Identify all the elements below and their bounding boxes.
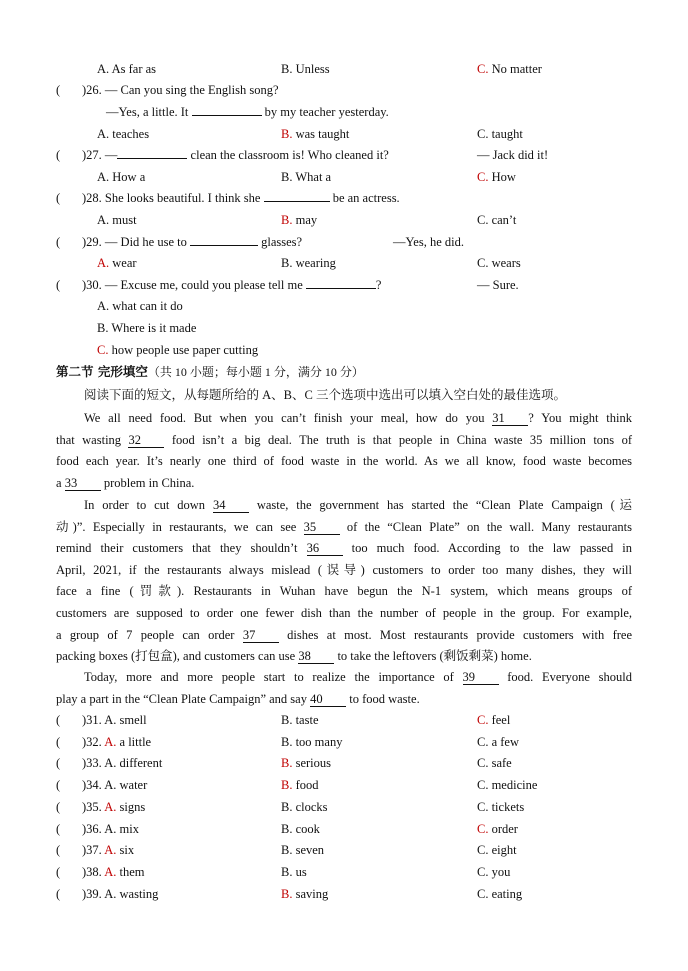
passage-text: waste, the government has started the “Clean Plate Campaign (运: [248, 498, 632, 512]
option-c: [477, 841, 517, 859]
option-paren: [56, 863, 60, 881]
answer-blank: [264, 189, 330, 202]
option-text: B. us: [281, 864, 307, 879]
answer-blank: [190, 233, 258, 246]
option-text: )32.: [82, 734, 102, 749]
option-b: [281, 776, 319, 794]
q29-text: )29. — Did he use to: [82, 235, 187, 249]
answer-letter: A.: [104, 864, 117, 879]
option-text: (: [56, 734, 61, 749]
option-a: [82, 754, 162, 772]
option-text: (: [56, 756, 61, 771]
q30-text: ?: [375, 278, 382, 292]
passage-text: remind their customers that they shouldn’t: [56, 541, 307, 556]
section-instruction: 阅读下面的短文，从每题所给的 A、B、C 三个选项中选出可以填入空白处的最佳选项。: [84, 388, 566, 402]
passage-paragraph-3: [56, 667, 632, 710]
q29-option-a: [97, 254, 137, 272]
q28-option-b: [281, 211, 317, 229]
q30-text: )30. — Excuse me, could you please tell me: [82, 278, 303, 292]
q29-option-b: B. wearing: [281, 256, 336, 270]
option-text: a little: [116, 734, 152, 749]
option-a: [82, 863, 145, 881]
q28-option-a: A. must: [97, 213, 137, 227]
option-text: B. too many: [281, 734, 343, 749]
option-b: [281, 733, 342, 751]
q30-option-c: [97, 341, 258, 359]
blank-number: 31: [492, 411, 528, 426]
option-text: C. eight: [477, 843, 517, 858]
option-b: [281, 841, 324, 859]
answer-blank: [306, 276, 376, 289]
q27-paren: (: [56, 148, 61, 162]
option-text: (: [56, 713, 61, 727]
q29-paren: (: [56, 235, 61, 249]
q26-option-a: A. teaches: [97, 127, 150, 141]
q27-question: [82, 146, 389, 164]
q25-option-c: [477, 60, 542, 78]
option-c: [477, 776, 537, 794]
option-c: [477, 711, 510, 729]
q30-option-b: B. Where is it made: [97, 321, 197, 335]
passage-text: 动)”. Especially in restaurants, we can see: [56, 519, 304, 534]
option-text: wear: [109, 256, 137, 270]
answer-letter: C.: [477, 713, 489, 727]
passage-line: [56, 646, 632, 668]
q26-text: —Yes, a little. It: [106, 105, 189, 119]
answer-letter: B.: [281, 756, 293, 771]
passage-text: that wasting: [56, 432, 129, 447]
passage-text: customers are supposed to order one fewer dish than the number of people in the group. For example,: [56, 605, 632, 620]
option-text: No matter: [488, 62, 542, 76]
option-text: B. taste: [281, 713, 319, 727]
option-text: signs: [116, 799, 146, 814]
option-paren: [56, 711, 60, 729]
option-text: them: [116, 864, 145, 879]
option-paren: [56, 776, 60, 794]
section-heading: [56, 363, 364, 381]
option-text: (: [56, 821, 61, 836]
passage-line: [56, 581, 632, 603]
passage-text: a group of 7 people can order: [56, 627, 243, 642]
option-text: )37.: [82, 843, 102, 858]
option-paren: [56, 798, 60, 816]
q29-text: glasses?: [261, 235, 303, 249]
q26-text: by my teacher yesterday.: [264, 105, 389, 119]
q28-text: )28. She looks beautiful. I think she: [82, 191, 261, 205]
q28-paren: (: [56, 191, 61, 205]
answer-blank: [117, 146, 187, 159]
q26-option-b: [281, 125, 349, 143]
passage-line: [56, 517, 632, 539]
passage-text: Today, more and more people start to realize the importance of: [84, 670, 463, 684]
answer-letter: A.: [104, 843, 117, 858]
option-c: [477, 820, 518, 838]
answer-letter: C.: [477, 821, 489, 836]
answer-letter: C.: [477, 62, 489, 76]
passage-text: too much food. According to the law passed in: [342, 541, 632, 556]
answer-letter: B.: [281, 778, 293, 793]
answer-letter: C.: [97, 343, 109, 357]
option-text: How: [488, 170, 516, 184]
passage-line: [56, 560, 632, 582]
option-text: )34. A. water: [82, 778, 148, 793]
option-text: six: [116, 843, 135, 858]
passage-line: [56, 495, 632, 517]
passage-line: [56, 473, 632, 495]
passage-line: [56, 430, 632, 452]
option-text: C. tickets: [477, 799, 525, 814]
option-text: order: [488, 821, 518, 836]
answer-letter: A.: [104, 734, 117, 749]
option-c: [477, 885, 522, 903]
option-text: C. a few: [477, 734, 519, 749]
q29-option-c: C. wears: [477, 256, 521, 270]
passage-text: In order to cut down: [84, 498, 213, 512]
option-text: )36. A. mix: [82, 821, 139, 836]
option-paren: [56, 733, 60, 751]
option-text: (: [56, 864, 61, 879]
q25-option-a: A. As far as: [97, 62, 157, 76]
option-text: saving: [292, 886, 329, 901]
q26-option-c: C. taught: [477, 127, 523, 141]
option-text: B. cook: [281, 821, 320, 836]
passage-line: [56, 689, 632, 711]
blank-number: 39: [463, 670, 499, 685]
passage-text: of the “Clean Plate” on the wall. Many restaurants: [339, 519, 632, 534]
passage-line: [56, 408, 632, 430]
option-text: C. eating: [477, 886, 523, 901]
option-a: [82, 733, 151, 751]
passage-text: play a part in the “Clean Plate Campaign” and say: [56, 691, 311, 706]
option-text: (: [56, 886, 61, 901]
q27-text: clean the classroom is! Who cleaned it?: [190, 148, 389, 162]
answer-letter: C.: [477, 170, 489, 184]
passage-line: [56, 603, 632, 625]
option-b: [281, 820, 320, 838]
q26-paren: (: [56, 83, 61, 97]
q28-text: be an actress.: [332, 191, 400, 205]
passage-text: ? You might think: [528, 411, 632, 425]
option-a: [82, 798, 145, 816]
option-text: )39. A. wasting: [82, 886, 159, 901]
option-paren: [56, 754, 60, 772]
passage-text: face a fine (罚款). Restaurants in Wuhan have begun the N-1 system, which means groups of: [56, 584, 632, 599]
option-text: C. medicine: [477, 778, 538, 793]
blank-number: 34: [213, 498, 249, 513]
option-text: (: [56, 778, 61, 793]
option-paren: [56, 885, 60, 903]
passage-line: [56, 667, 632, 689]
q30-option-a: A. what can it do: [97, 299, 183, 313]
passage-text: April, 2021, if the restaurants always mislead (误导) customers to order too many dishes, they will: [56, 562, 632, 577]
passage-line: [56, 538, 632, 560]
q25-option-b: B. Unless: [281, 62, 330, 76]
option-text: feel: [488, 713, 511, 727]
passage-line: [56, 625, 632, 647]
q27-option-b: B. What a: [281, 170, 332, 184]
passage-text: problem in China.: [100, 475, 195, 490]
passage-text: food isn’t a big deal. The truth is that people in China waste 35 million tons of: [164, 432, 632, 447]
blank-number: 35: [304, 520, 340, 535]
q30-reply: — Sure.: [477, 278, 519, 292]
q28-question: [82, 189, 400, 207]
option-text: )31. A. smell: [82, 713, 147, 727]
blank-number: 40: [310, 692, 346, 707]
section-note: （共 10 小题；每小题 1 分，满分 10 分）: [147, 365, 364, 379]
option-text: how people use paper cutting: [108, 343, 259, 357]
option-a: [82, 711, 147, 729]
answer-blank: [192, 103, 262, 116]
q27-option-c: [477, 168, 516, 186]
option-c: [477, 733, 519, 751]
q26-question: )26. — Can you sing the English song?: [82, 83, 279, 97]
option-text: B. seven: [281, 843, 325, 858]
q27-option-a: A. How a: [97, 170, 146, 184]
option-b: [281, 754, 331, 772]
option-b: [281, 885, 328, 903]
passage-text: dishes at most. Most restaurants provide customers with free: [278, 627, 632, 642]
blank-number: 33: [65, 476, 101, 491]
q26-line2: [106, 103, 389, 121]
option-paren: [56, 820, 60, 838]
option-text: C. you: [477, 864, 511, 879]
q29-question: [82, 233, 302, 251]
option-text: )33. A. different: [82, 756, 163, 771]
option-text: was taught: [292, 127, 350, 141]
passage-paragraph-2: [56, 495, 632, 668]
blank-number: 36: [307, 541, 343, 556]
passage-text: We all need food. But when you can’t finish your meal, how do you: [84, 411, 493, 425]
passage-text: to food waste.: [346, 691, 420, 706]
option-a: [82, 776, 147, 794]
option-a: [82, 841, 134, 859]
option-text: food: [292, 778, 319, 793]
option-text: (: [56, 843, 61, 858]
answer-letter: B.: [281, 886, 293, 901]
option-text: (: [56, 799, 61, 814]
q27-text: )27. —: [82, 148, 118, 162]
option-text: B. clocks: [281, 799, 328, 814]
passage-text: food each year. It’s nearly one third of food waste in the world. As we all know, food waste becomes: [56, 454, 632, 469]
blank-number: 37: [243, 628, 279, 643]
option-text: may: [292, 213, 318, 227]
passage-text: packing boxes (打包盒), and customers can use: [56, 649, 299, 664]
option-b: [281, 711, 319, 729]
option-c: [477, 863, 510, 881]
option-text: serious: [292, 756, 332, 771]
answer-letter: A.: [104, 799, 117, 814]
option-text: )35.: [82, 799, 102, 814]
answer-letter: B.: [281, 127, 293, 141]
q27-reply: — Jack did it!: [477, 148, 549, 162]
answer-letter: B.: [281, 213, 293, 227]
option-text: )38.: [82, 864, 102, 879]
answer-letter: A.: [97, 256, 110, 270]
passage-text: food. Everyone should: [498, 670, 632, 684]
option-c: [477, 798, 524, 816]
q30-question: [82, 276, 381, 294]
q29-reply: —Yes, he did.: [393, 235, 464, 249]
option-b: [281, 863, 307, 881]
passage-text: a: [56, 475, 65, 490]
option-text: C. safe: [477, 756, 512, 771]
q30-paren: (: [56, 278, 61, 292]
passage-paragraph-1: [56, 408, 632, 494]
passage-text: to take the leftovers (剩饭剩菜) home.: [334, 649, 532, 664]
blank-number: 38: [298, 649, 334, 664]
option-a: [82, 885, 158, 903]
blank-number: 32: [128, 433, 164, 448]
option-b: [281, 798, 328, 816]
passage-line: [56, 451, 632, 473]
option-paren: [56, 841, 60, 859]
section-title: 第二节 完形填空: [56, 364, 148, 379]
q28-option-c: C. can’t: [477, 213, 517, 227]
option-c: [477, 754, 512, 772]
option-a: [82, 820, 139, 838]
